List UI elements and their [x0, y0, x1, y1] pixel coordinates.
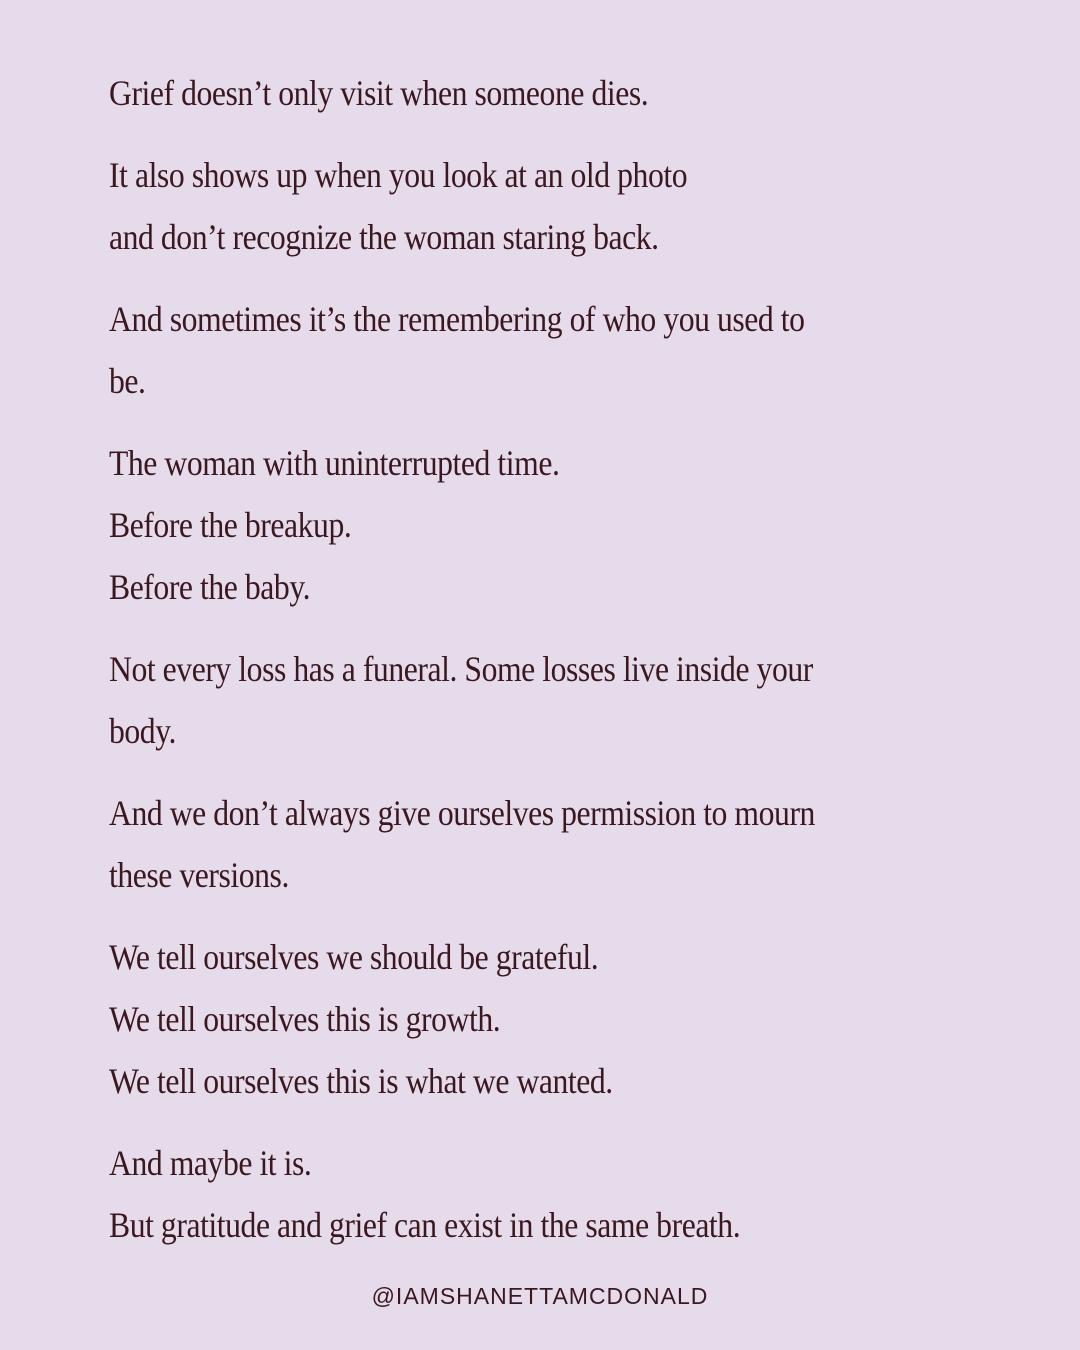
stanza-8 — [109, 1132, 919, 1256]
stanza-2 — [109, 144, 919, 268]
stanza-4 — [109, 432, 919, 618]
poem-line: these versions. — [109, 855, 289, 895]
poem-line: And we don’t always give ourselves permission to mourn — [109, 793, 815, 833]
poem-line: We tell ourselves this is what we wanted. — [109, 1061, 613, 1101]
poem-line: And sometimes it’s the remembering of who you used to — [109, 299, 805, 339]
poem-line: And maybe it is. — [109, 1143, 312, 1183]
poem-text — [109, 62, 919, 1276]
poem-line: The woman with uninterrupted time. — [109, 443, 560, 483]
poem-line: We tell ourselves this is growth. — [109, 999, 501, 1039]
author-handle: @IAMSHANETTAMCDONALD — [371, 1283, 709, 1309]
poem-line: But gratitude and grief can exist in the same breath. — [109, 1205, 741, 1245]
stanza-3 — [109, 288, 919, 412]
poem-line: Before the breakup. — [109, 505, 352, 545]
poem-line: Not every loss has a funeral. Some losses live inside your — [109, 649, 813, 689]
stanza-6 — [109, 782, 919, 906]
stanza-5 — [109, 638, 919, 762]
poem-line: and don’t recognize the woman staring back. — [109, 217, 659, 257]
poem-line: It also shows up when you look at an old photo — [109, 155, 688, 195]
poem-line: Before the baby. — [109, 567, 311, 607]
stanza-7 — [109, 926, 919, 1112]
poem-line: We tell ourselves we should be grateful. — [109, 937, 599, 977]
poem-line: be. — [109, 361, 146, 401]
poem-line: Grief doesn’t only visit when someone dies. — [109, 73, 649, 113]
stanza-1 — [109, 62, 919, 124]
poem-line: body. — [109, 711, 177, 751]
